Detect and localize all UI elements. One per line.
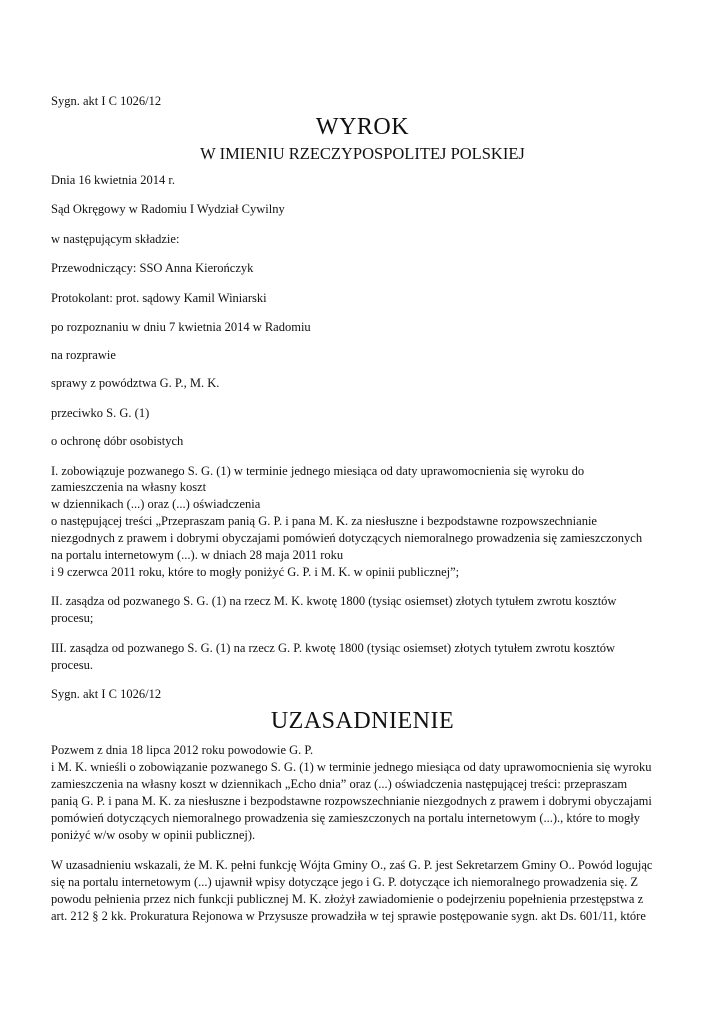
- ruling-point-3-line-1: III. zasądza od pozwanego S. G. (1) na rzecz G. P. kwotę 1800 (tysiąc osiemset) złotych tytułem zwrotu kosztów: [51, 641, 616, 655]
- ruling-point-1-line-7: i 9 czerwca 2011 roku, które to mogły poniżyć G. P. i M. K. w opinii publicznej”;: [51, 565, 460, 579]
- judgment-date: Dnia 16 kwietnia 2014 r.: [51, 173, 175, 187]
- document-subtitle: W IMIENIU RZECZYPOSPOLITEJ POLSKIEJ: [200, 144, 525, 163]
- document-title: WYROK: [315, 114, 410, 140]
- justification-p2-line-2: się na portalu internetowym (...) ujawnił wpisy dotyczące jego i G. P. dotyczące ich niemoralnego prowadzenia się. Z: [51, 875, 638, 889]
- justification-p2-line-1: W uzasadnieniu wskazali, że M. K. pełni funkcję Wójta Gminy O., zaś G. P. jest Sekretarzem Gminy O.. Powód logując: [51, 858, 653, 872]
- justification-title: UZASADNIENIE: [270, 708, 455, 734]
- session-type: na rozprawie: [51, 348, 116, 362]
- justification-p1-line-3: zamieszczenia na własny koszt w dziennikach „Echo dnia” oraz (...) oświadczenia następującej treści: przepraszam: [51, 777, 628, 791]
- ruling-point-2-line-1: II. zasądza od pozwanego S. G. (1) na rzecz M. K. kwotę 1800 (tysiąc osiemset) złotych tytułem zwrotu kosztów: [51, 594, 617, 608]
- justification-p1-line-5: pomówień dotyczących niemoralnego prowadzenia się zamieszczonych na portalu internetowym (...)., które to mogły: [51, 811, 641, 825]
- defendant: przeciwko S. G. (1): [51, 406, 150, 420]
- justification-p1-line-2: i M. K. wnieśli o zobowiązanie pozwanego S. G. (1) w terminie jednego miesiąca od daty uprawomocnienia się wyroku: [51, 760, 652, 774]
- court-clerk: Protokolant: prot. sądowy Kamil Winiarski: [51, 291, 267, 305]
- ruling-point-1-line-2: zamieszczenia na własny koszt: [51, 480, 207, 494]
- case-subject: o ochronę dóbr osobistych: [51, 434, 184, 448]
- presiding-judge: Przewodniczący: SSO Anna Kierończyk: [51, 261, 254, 275]
- justification-p2-line-3: powodu pełnienia przez nich funkcji publicznej M. K. złożył zawiadomienie o podejrzeniu popełnienia przestępstwa z: [51, 892, 644, 906]
- ruling-point-3-line-2: procesu.: [51, 658, 93, 672]
- ruling-point-1-line-3: w dziennikach (...) oraz (...) oświadczenia: [51, 497, 261, 511]
- composition-intro: w następującym składzie:: [51, 232, 180, 246]
- case-signature-bottom: Sygn. akt I C 1026/12: [51, 687, 162, 701]
- ruling-point-2-line-2: procesu;: [51, 611, 94, 625]
- court-name: Sąd Okręgowy w Radomiu I Wydział Cywilny: [51, 202, 285, 216]
- ruling-point-1-line-5: niezgodnych z prawem i dobrymi obyczajami pomówień dotyczących niemoralnego prowadzenia się zamieszczonych: [51, 531, 643, 545]
- hearing-info: po rozpoznaniu w dniu 7 kwietnia 2014 w Radomiu: [51, 320, 311, 334]
- ruling-point-1-line-4: o następującej treści „Przepraszam panią G. P. i pana M. K. za niesłuszne i bezpodstawne rozpowszechnianie: [51, 514, 597, 528]
- justification-p1-line-1: Pozwem z dnia 18 lipca 2012 roku powodowie G. P.: [51, 743, 314, 757]
- justification-p2-line-4: art. 212 § 2 kk. Prokuratura Rejonowa w Przysusze prowadziła w tej sprawie postępowanie sygn. akt Ds. 601/11, które: [51, 909, 646, 923]
- justification-p1-line-4: panią G. P. i pana M. K. za niesłuszne i bezpodstawne rozpowszechnianie niezgodnych z prawem i dobrymi obyczajami: [51, 794, 652, 808]
- plaintiffs: sprawy z powództwa G. P., M. K.: [51, 376, 220, 390]
- ruling-point-1-line-1: I. zobowiązuje pozwanego S. G. (1) w terminie jednego miesiąca od daty uprawomocnienia się wyroku do: [51, 464, 585, 478]
- ruling-point-1-line-6: na portalu internetowym (...). w dniach 28 maja 2011 roku: [51, 548, 344, 562]
- justification-p1-line-6: poniżyć w/w osoby w opinii publicznej).: [51, 828, 256, 842]
- case-signature: Sygn. akt I C 1026/12: [51, 94, 162, 108]
